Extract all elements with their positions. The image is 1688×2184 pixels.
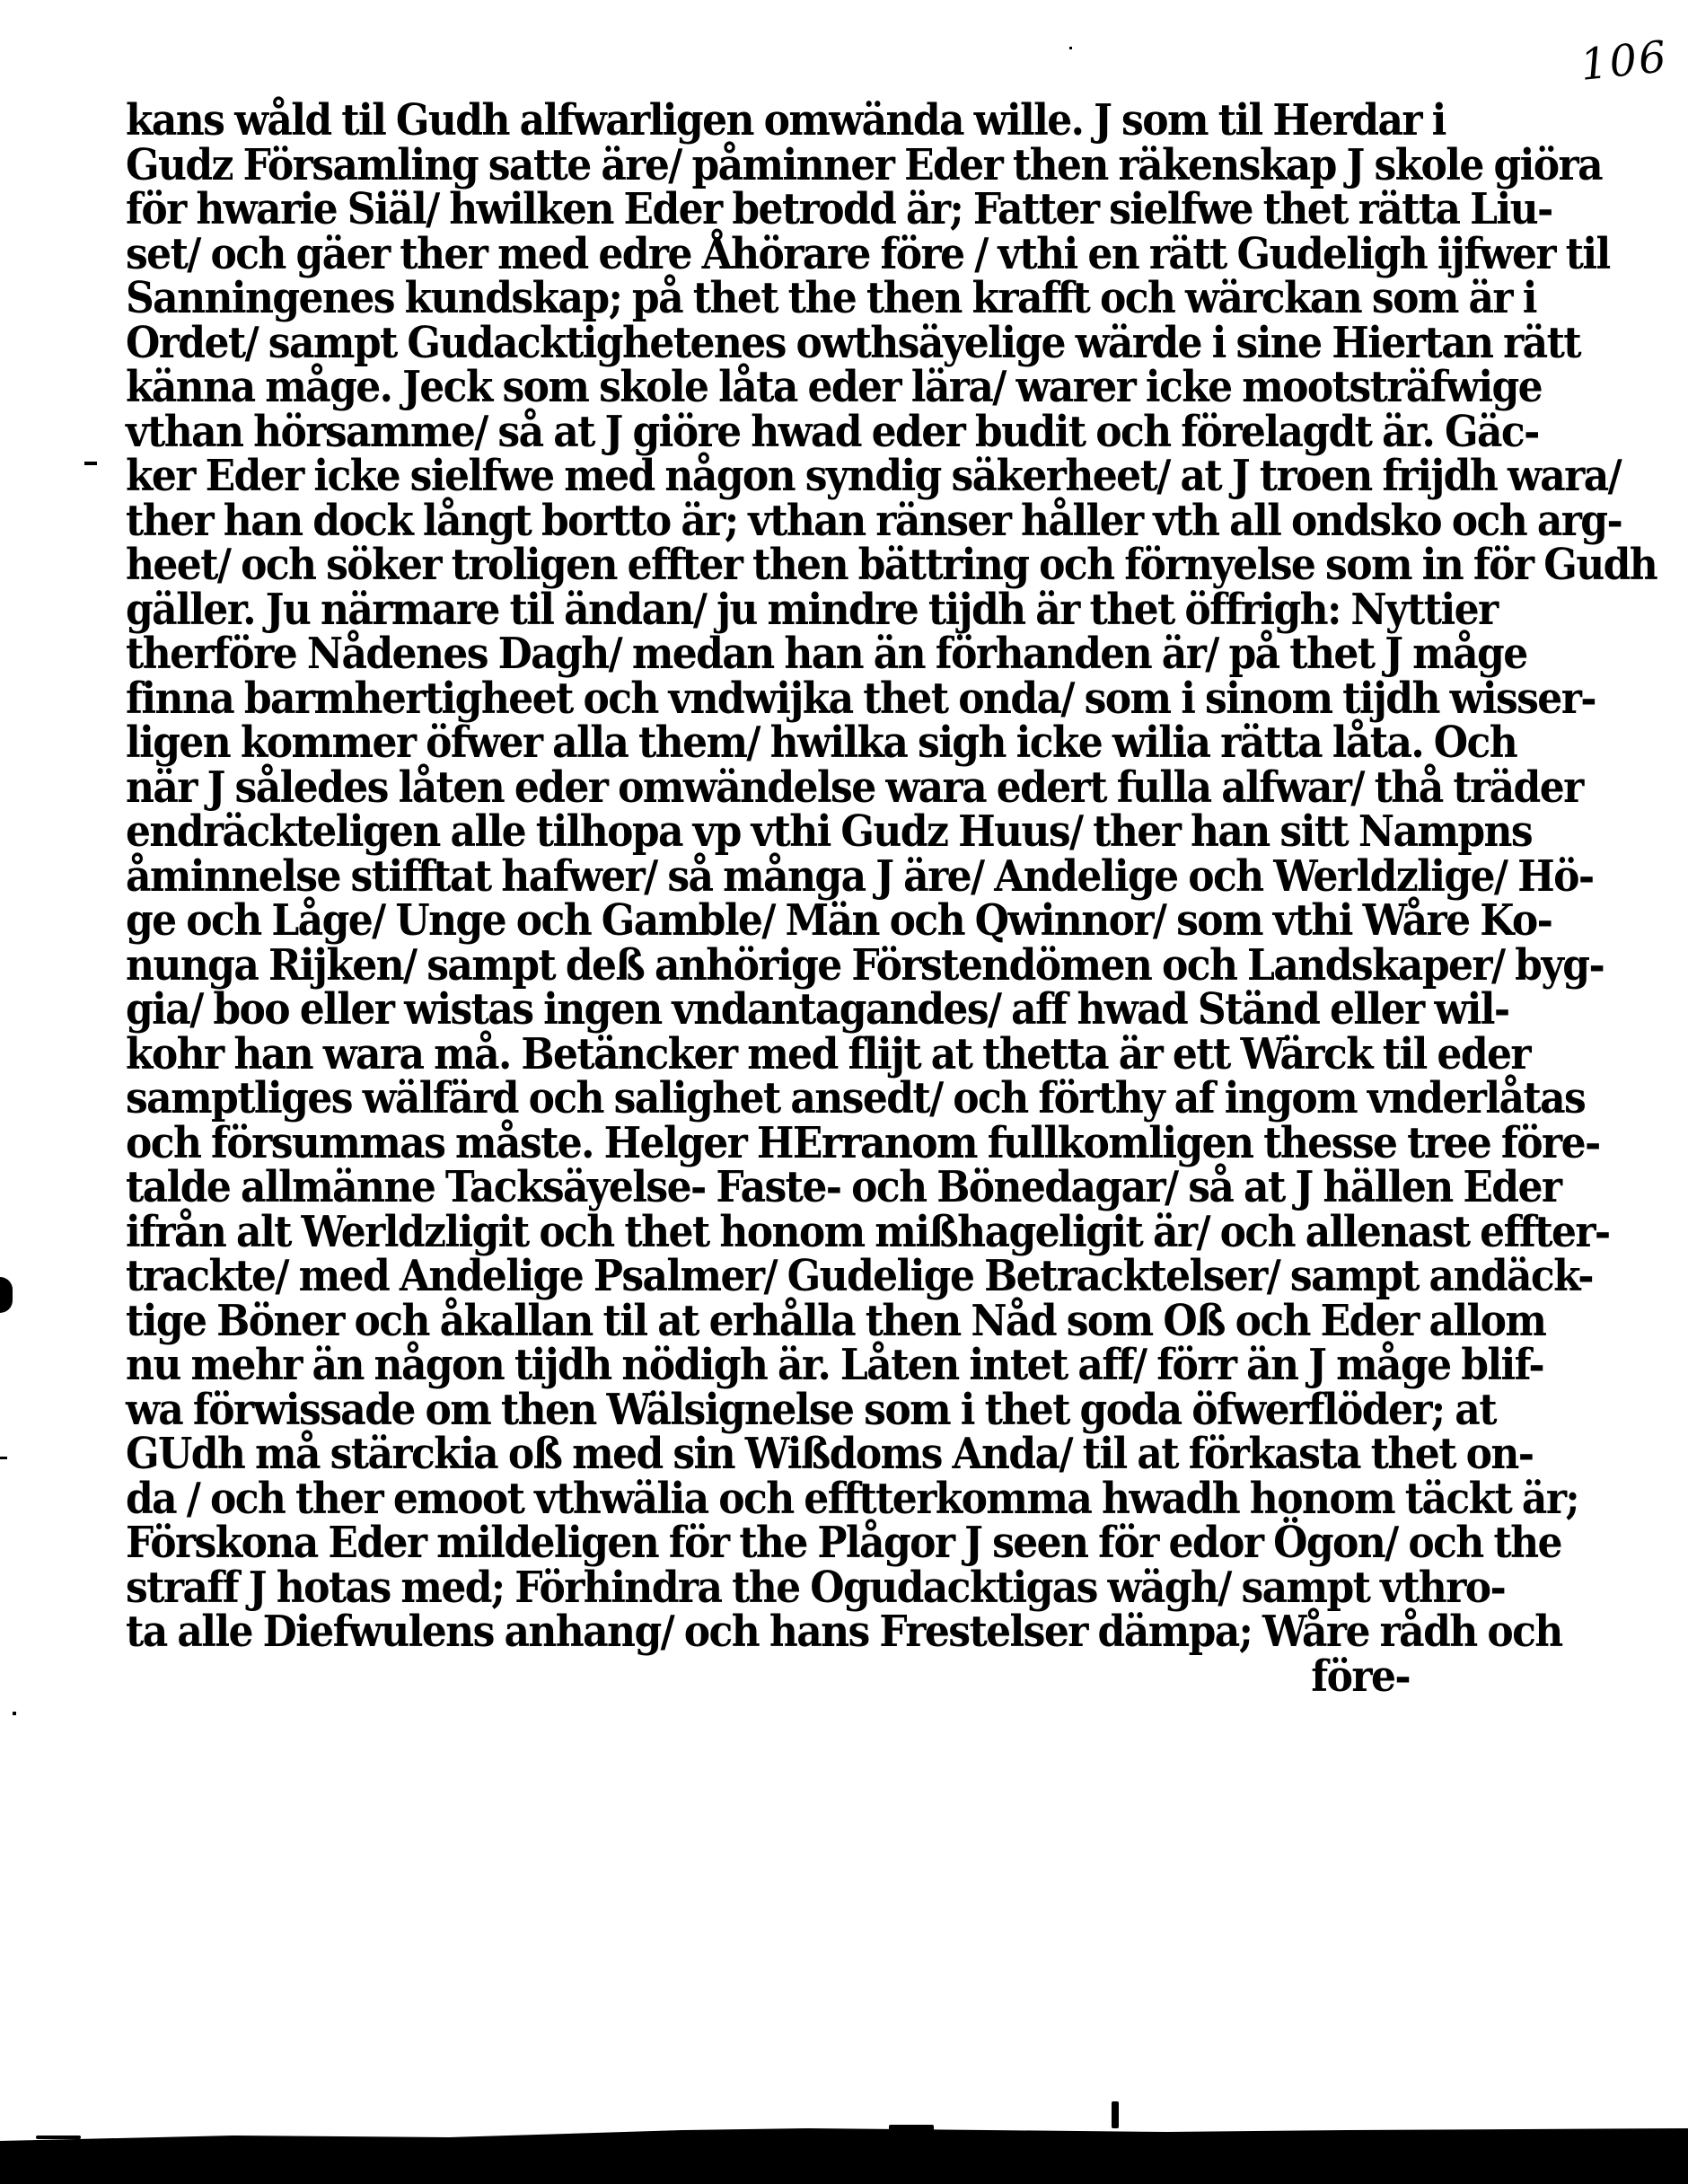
text-line: gia/ boo eller wistas ingen vndantagandes/ aff hwad Ständ eller wil- <box>126 984 1509 1035</box>
scan-noise <box>1112 2101 1119 2128</box>
scan-speck <box>0 1457 7 1459</box>
text-line: Ordet/ sampt Gudacktighetenes owthsäyelige wärde i sine Hiertan rätt <box>126 318 1581 368</box>
text-line: och försummas måste. Helger HErranom fullkomligen thesse tree före- <box>126 1118 1600 1168</box>
handwritten-folio-number: 106 <box>1578 31 1671 91</box>
text-line: åminnelse stifftat hafwer/ så många J äre/ Andelige och Werldzlige/ Hö- <box>126 851 1594 902</box>
scan-speck <box>1069 47 1072 49</box>
text-line: för hwarie Siäl/ hwilken Eder betrodd är; Fatter sielfwe thet rätta Liu- <box>126 184 1552 235</box>
catchword: före- <box>1311 1651 1410 1702</box>
text-line: Gudz Församling satte äre/ påminner Eder then räkenskap J skole giöra <box>126 140 1602 190</box>
text-line: känna måge. Jeck som skole låta eder lära/ warer icke mootsträfwige <box>126 362 1543 413</box>
text-line: Sanningenes kundskap; på thet the then krafft och wärckan som är i <box>126 273 1536 324</box>
text-line: ge och Låge/ Unge och Gamble/ Män och Qwinnor/ som vthi Wåre Ko- <box>126 895 1552 947</box>
text-line: vthan hörsamme/ så at J giöre hwad eder budit och förelagdt är. Gäc- <box>126 407 1539 457</box>
text-line: när J således låten eder omwändelse wara edert fulla alfwar/ thå träder <box>126 762 1583 813</box>
text-line: Förskona Eder mildeligen för the Plågor J seen för edor Ögon/ och the <box>126 1518 1561 1569</box>
text-line: kans wåld til Gudh alfwarligen omwända wille. J som til Herdar i <box>126 95 1446 146</box>
text-line: ta alle Diefwulens anhang/ och hans Frestelser dämpa; Wåre rådh och <box>126 1607 1562 1658</box>
text-line: heet/ och söker troligen effter then bättring och förnyelse som in för Gudh <box>126 540 1657 591</box>
scan-noise <box>36 2136 81 2139</box>
text-line: ifrån alt Werldzligit och thet honom mißhageligit är/ och allenast effter- <box>126 1207 1610 1257</box>
scan-noise <box>889 2125 934 2134</box>
scan-speck <box>13 1712 16 1715</box>
scan-speck <box>84 462 97 465</box>
scan-speck <box>0 1277 13 1313</box>
text-line: tige Böner och åkallan til at erhålla then Nåd som Oß och Eder allom <box>126 1296 1546 1346</box>
text-line: trackte/ med Andelige Psalmer/ Gudelige Betracktelser/ sampt andäck- <box>126 1251 1593 1302</box>
text-line: nunga Rijken/ sampt deß anhörige Förstendömen och Landskaper/ byg- <box>126 940 1604 991</box>
text-line: straff J hotas med; Förhindra the Ogudacktigas wägh/ sampt vthro- <box>126 1563 1506 1613</box>
text-line: da / och ther emoot vthwälia och efftterkomma hwadh honom täckt är; <box>126 1474 1579 1524</box>
text-line: set/ och gäer ther med edre Åhörare före / vthi en rätt Gudeligh ijfwer til <box>126 229 1610 279</box>
text-line: samptliges wälfärd och salighet ansedt/ och förthy af ingom vnderlåtas <box>126 1073 1586 1124</box>
text-line: talde allmänne Tacksäyelse- Faste- och Bönedagar/ så at J hällen Eder <box>126 1162 1561 1213</box>
text-line: ligen kommer öfwer alla them/ hwilka sigh icke wilia rätta låta. Och <box>126 718 1517 769</box>
text-line: gäller. Ju närmare til ändan/ ju mindre tijdh är thet öffrigh: Nyttier <box>126 585 1498 635</box>
text-line: endräckteligen alle tilhopa vp vthi Gudz Huus/ ther han sitt Nampns <box>126 806 1533 858</box>
blackletter-text-block <box>126 95 1657 1702</box>
scan-bottom-edge <box>0 2128 1688 2184</box>
text-line: finna barmhertigheet och vndwijka thet onda/ som i sinom tijdh wisser- <box>126 674 1596 724</box>
text-line: ker Eder icke sielfwe med någon syndig säkerheet/ at J troen frijdh wara/ <box>126 451 1622 502</box>
text-line: kohr han wara må. Betäncker med flijt at thetta är ett Wärck til eder <box>126 1029 1530 1079</box>
text-line: wa förwissade om then Wälsignelse som i thet goda öfwerflöder; at <box>126 1385 1496 1435</box>
text-line: therföre Nådenes Dagh/ medan han än förhanden är/ på thet J måge <box>126 629 1527 680</box>
text-line: GUdh må stärckia oß med sin Wißdoms Anda/ til at förkasta thet on- <box>126 1429 1534 1480</box>
text-line: ther han dock långt bortto är; vthan ränser håller vth all ondsko och arg- <box>126 496 1622 546</box>
text-line: nu mehr än någon tijdh nödigh är. Låten intet aff/ förr än J måge blif- <box>126 1340 1544 1391</box>
